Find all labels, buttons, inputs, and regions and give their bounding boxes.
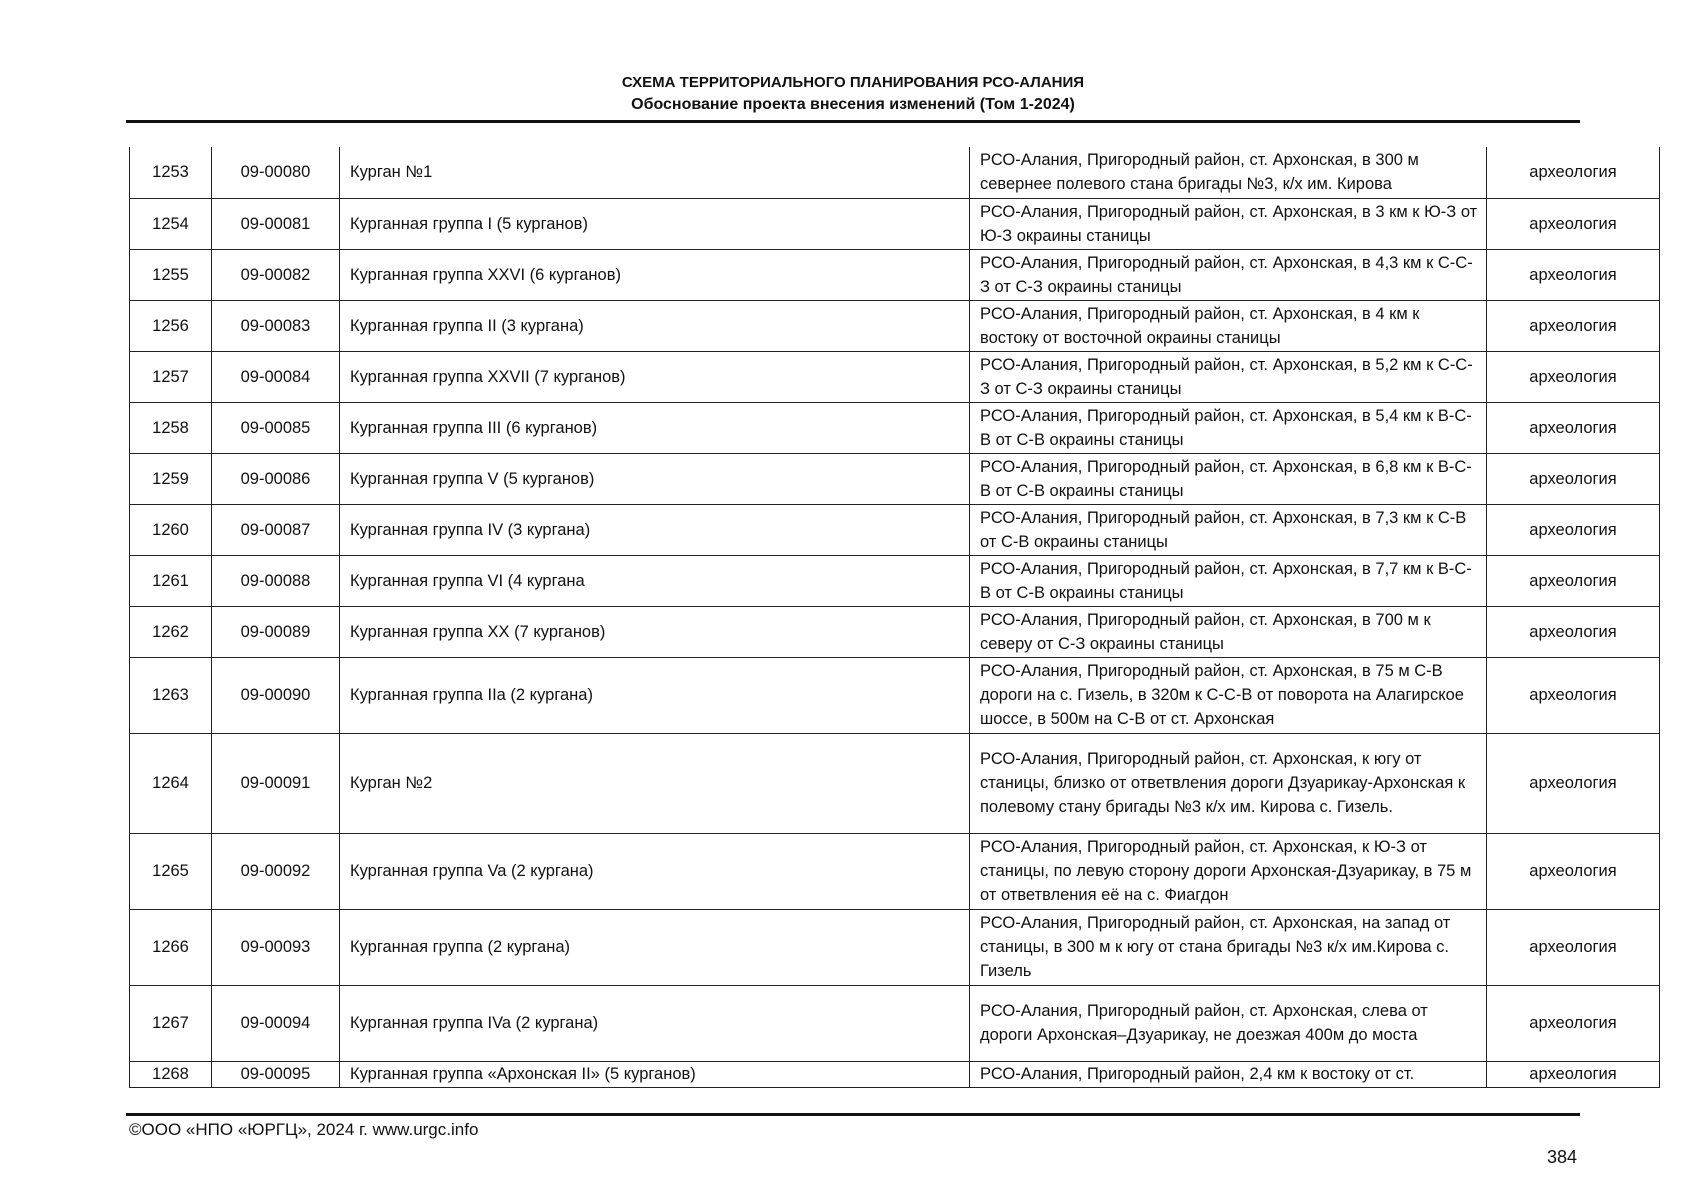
object-code: 09-00094 [212,985,340,1061]
row-number: 1268 [130,1061,212,1087]
object-type: археология [1487,909,1660,985]
object-location: РСО-Алания, Пригородный район, ст. Архонская, в 700 м к северу от С-З окраины станицы [970,606,1487,657]
table-row [130,147,1660,198]
object-name: Курганная группа V (5 курганов) [340,453,970,504]
row-number: 1255 [130,249,212,300]
object-name: Курганная группа IVa (2 кургана) [340,985,970,1061]
object-code: 09-00081 [212,198,340,249]
object-code: 09-00084 [212,351,340,402]
table-body [130,147,1660,1087]
object-code: 09-00080 [212,147,340,198]
object-type: археология [1487,504,1660,555]
object-code: 09-00089 [212,606,340,657]
object-code: 09-00087 [212,504,340,555]
header-divider [126,120,1580,123]
object-type: археология [1487,1061,1660,1087]
object-code: 09-00095 [212,1061,340,1087]
table-row [130,555,1660,606]
object-name: Курганная группа (2 кургана) [340,909,970,985]
row-number: 1267 [130,985,212,1061]
object-type: археология [1487,453,1660,504]
object-location: РСО-Алания, Пригородный район, ст. Архонская, к Ю-З от станицы, по левую сторону дороги Архонская-Дзуарикау, в 75 м от ответвления её на с. Фиагдон [970,833,1487,909]
table-row [130,300,1660,351]
object-name: Курганная группа IIa (2 кургана) [340,657,970,733]
object-location: РСО-Алания, Пригородный район, 2,4 км к востоку от ст. [970,1061,1487,1087]
object-location: РСО-Алания, Пригородный район, ст. Архонская, в 300 м севернее полевого стана бригады №3, к/х им. Кирова [970,147,1487,198]
row-number: 1265 [130,833,212,909]
object-location: РСО-Алания, Пригородный район, ст. Архонская, в 6,8 км к В-С-В от С-В окраины станицы [970,453,1487,504]
footer-divider [126,1113,1580,1116]
row-number: 1258 [130,402,212,453]
object-code: 09-00088 [212,555,340,606]
copyright-notice: ©ООО «НПО «ЮРГЦ», 2024 г. www.urgc.info [129,1120,479,1139]
object-code: 09-00090 [212,657,340,733]
table-row [130,402,1660,453]
row-number: 1253 [130,147,212,198]
object-type: археология [1487,606,1660,657]
object-type: археология [1487,351,1660,402]
row-number: 1254 [130,198,212,249]
row-number: 1266 [130,909,212,985]
page-header [126,72,1580,116]
table-row [130,504,1660,555]
object-type: археология [1487,555,1660,606]
object-location: РСО-Алания, Пригородный район, ст. Архонская, на запад от станицы, в 300 м к югу от стана бригады №3 к/х им.Кирова с. Гизель [970,909,1487,985]
heritage-sites-table [129,147,1660,1088]
row-number: 1257 [130,351,212,402]
table-row [130,249,1660,300]
object-location: РСО-Алания, Пригородный район, ст. Архонская, слева от дороги Архонская–Дзуарикау, не доезжая 400м до моста [970,985,1487,1061]
table-row [130,833,1660,909]
table-row [130,909,1660,985]
object-location: РСО-Алания, Пригородный район, ст. Архонская, в 75 м С-В дороги на с. Гизель, в 320м к С-С-В от поворота на Алагирское шоссе, в 500м на С-В от ст. Архонская [970,657,1487,733]
object-type: археология [1487,249,1660,300]
object-name: Курганная группа IV (3 кургана) [340,504,970,555]
object-type: археология [1487,985,1660,1061]
row-number: 1259 [130,453,212,504]
object-location: РСО-Алания, Пригородный район, ст. Архонская, в 4 км к востоку от восточной окраины станицы [970,300,1487,351]
object-location: РСО-Алания, Пригородный район, ст. Архонская, в 5,4 км к В-С-В от С-В окраины станицы [970,402,1487,453]
object-name: Курганная группа III (6 курганов) [340,402,970,453]
object-name: Курганная группа II (3 кургана) [340,300,970,351]
object-code: 09-00092 [212,833,340,909]
table-row [130,657,1660,733]
row-number: 1261 [130,555,212,606]
object-type: археология [1487,657,1660,733]
object-location: РСО-Алания, Пригородный район, ст. Архонская, в 3 км к Ю-З от Ю-З окраины станицы [970,198,1487,249]
object-location: РСО-Алания, Пригородный район, ст. Архонская, в 7,3 км к С-В от С-В окраины станицы [970,504,1487,555]
object-name: Курган №2 [340,733,970,833]
object-name: Курганная группа XX (7 курганов) [340,606,970,657]
object-code: 09-00093 [212,909,340,985]
row-number: 1260 [130,504,212,555]
object-name: Курган №1 [340,147,970,198]
table-row [130,985,1660,1061]
object-code: 09-00085 [212,402,340,453]
object-location: РСО-Алания, Пригородный район, ст. Архонская, в 5,2 км к С-С-З от С-З окраины станицы [970,351,1487,402]
object-type: археология [1487,300,1660,351]
document-subtitle: Обоснование проекта внесения изменений (Том 1-2024) [631,96,1075,113]
object-code: 09-00083 [212,300,340,351]
object-name: Курганная группа Va (2 кургана) [340,833,970,909]
object-type: археология [1487,402,1660,453]
row-number: 1263 [130,657,212,733]
table-row [130,351,1660,402]
object-type: археология [1487,147,1660,198]
object-name: Курганная группа I (5 курганов) [340,198,970,249]
object-type: археология [1487,733,1660,833]
object-name: Курганная группа «Архонская II» (5 курганов) [340,1061,970,1087]
object-type: археология [1487,198,1660,249]
page-number: 384 [1546,1147,1577,1167]
row-number: 1264 [130,733,212,833]
object-name: Курганная группа XXVII (7 курганов) [340,351,970,402]
document-title: СХЕМА ТЕРРИТОРИАЛЬНОГО ПЛАНИРОВАНИЯ РСО-АЛАНИЯ [621,74,1085,91]
row-number: 1256 [130,300,212,351]
table-row [130,606,1660,657]
object-name: Курганная группа VI (4 кургана [340,555,970,606]
row-number: 1262 [130,606,212,657]
object-type: археология [1487,833,1660,909]
object-location: РСО-Алания, Пригородный район, ст. Архонская, в 4,3 км к С-С-З от С-З окраины станицы [970,249,1487,300]
table-row [130,453,1660,504]
object-code: 09-00082 [212,249,340,300]
table-row [130,1061,1660,1087]
object-code: 09-00091 [212,733,340,833]
object-location: РСО-Алания, Пригородный район, ст. Архонская, к югу от станицы, близко от ответвления дороги Дзуарикау-Архонская к полевому стану бригады №3 к/х им. Кирова с. Гизель. [970,733,1487,833]
table-row [130,198,1660,249]
object-code: 09-00086 [212,453,340,504]
object-location: РСО-Алания, Пригородный район, ст. Архонская, в 7,7 км к В-С-В от С-В окраины станицы [970,555,1487,606]
table-row [130,733,1660,833]
object-name: Курганная группа XXVI (6 курганов) [340,249,970,300]
